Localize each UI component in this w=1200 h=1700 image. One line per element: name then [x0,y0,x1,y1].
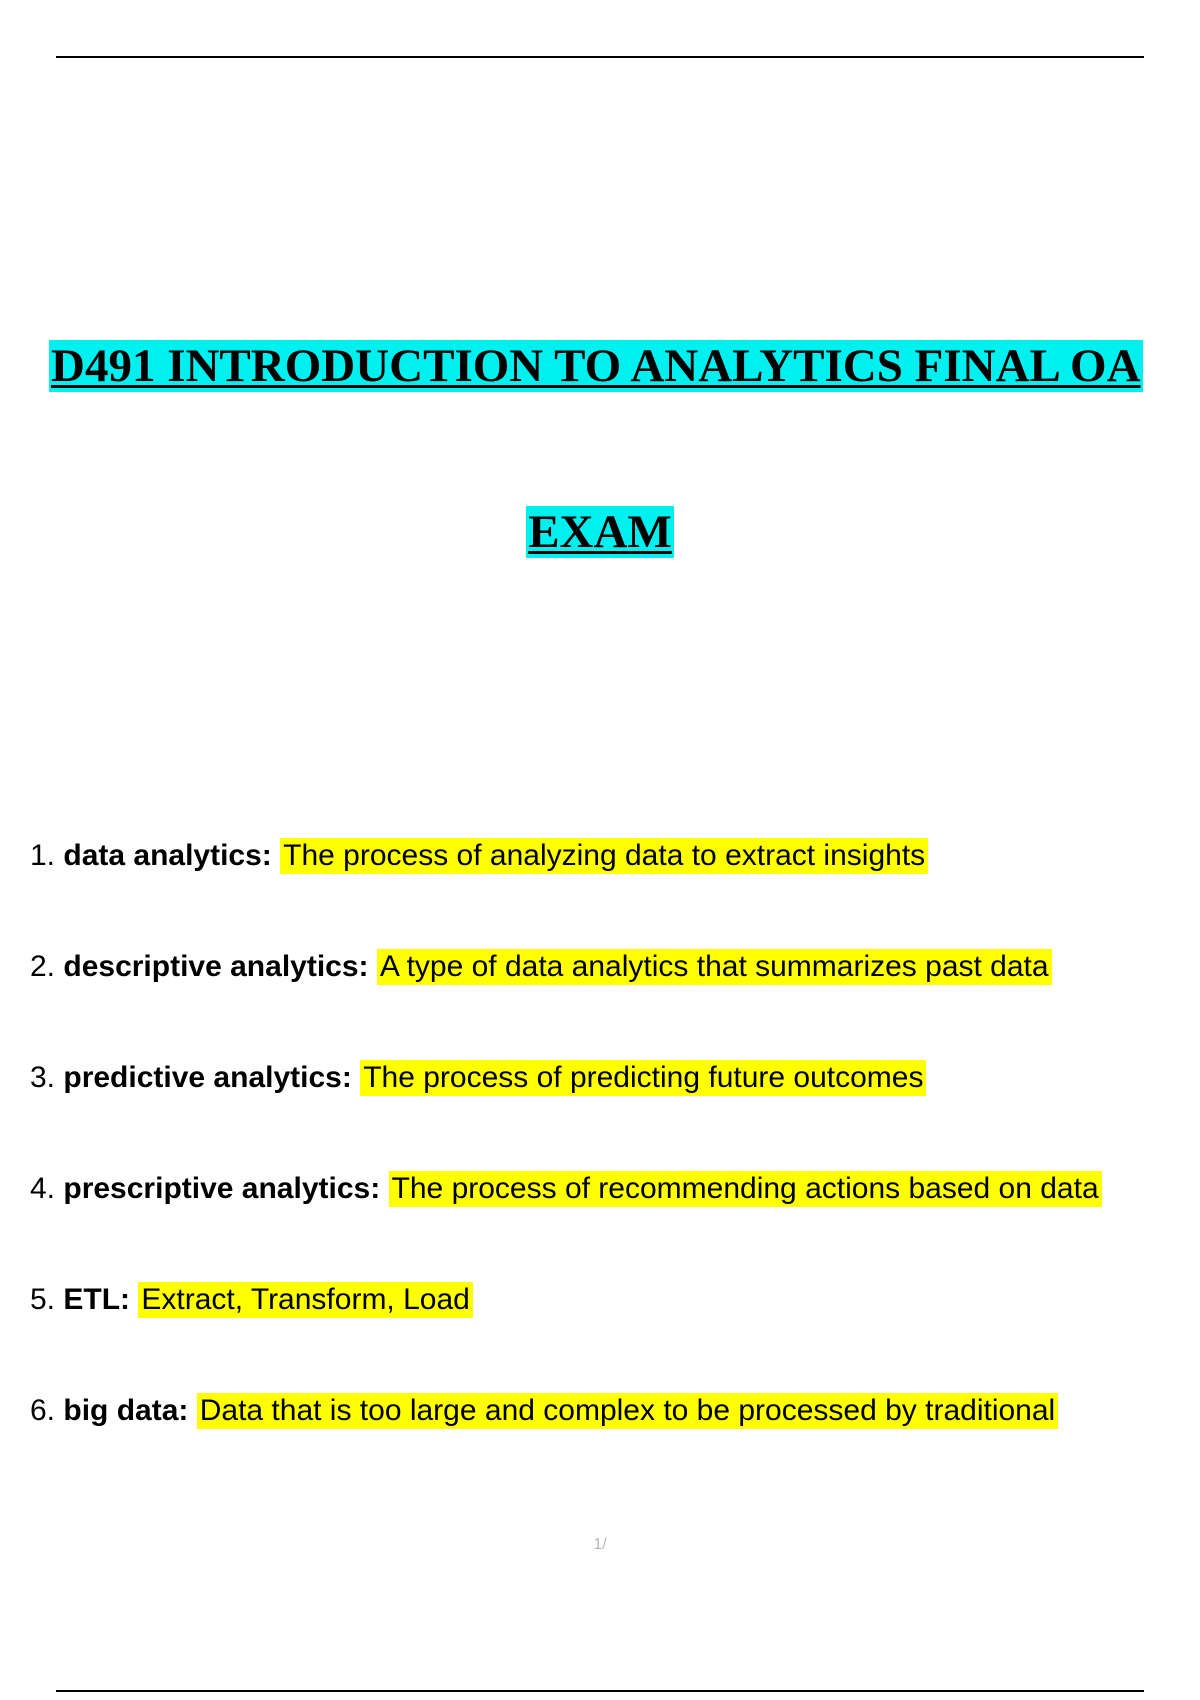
item-number: 4. [30,1172,56,1205]
flashcard-item [30,1169,1180,1280]
item-term: prescriptive analytics: [63,1172,381,1205]
item-term: descriptive analytics: [63,950,369,983]
flashcard-item [30,947,1180,1058]
item-definition: Extract, Transform, Load [138,1282,472,1318]
item-number: 6. [30,1394,56,1427]
item-definition: The process of analyzing data to extract insights [280,838,928,874]
item-term: ETL: [63,1283,131,1316]
document-title-line-1 [49,339,1200,393]
item-term: big data: [63,1394,189,1427]
item-definition: The process of predicting future outcomes [360,1060,926,1096]
item-number: 2. [30,950,56,983]
title-highlight-1: D491 INTRODUCTION TO ANALYTICS FINAL OA [51,340,1141,392]
flashcard-item [30,1280,1180,1391]
page-number: 1/ [593,1536,607,1553]
flashcard-list [30,836,1180,1502]
item-term: predictive analytics: [63,1061,352,1094]
item-term: data analytics: [63,839,272,872]
item-definition: The process of recommending actions based on data [389,1171,1102,1207]
item-definition: A type of data analytics that summarizes past data [377,949,1052,985]
flashcard-item [30,1058,1180,1169]
title-highlight-2: EXAM [528,506,672,558]
item-number: 5. [30,1283,56,1316]
item-definition: Data that is too large and complex to be processed by traditional [197,1393,1059,1429]
item-number: 1. [30,839,56,872]
flashcard-item [30,1391,1180,1502]
document-title-line-2 [0,505,1200,559]
item-number: 3. [30,1061,56,1094]
header-rule [56,56,1144,58]
flashcard-item [30,836,1180,947]
footer-rule [56,1690,1144,1692]
